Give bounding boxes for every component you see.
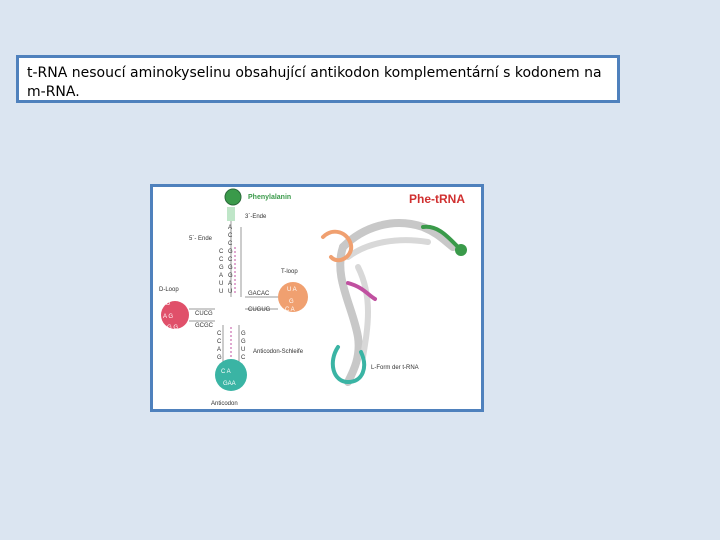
svg-text:A: A [219,273,224,279]
svg-text:GAA: GAA [223,381,236,387]
anticodon-stem [217,325,246,363]
trna-diagram [153,187,481,409]
svg-text:C A: C A [221,369,231,375]
svg-text:U: U [219,281,224,287]
svg-text:C: C [217,339,222,345]
l-form-amino-acid-ball [455,244,467,256]
svg-text:A: A [228,225,233,231]
slide-text-box [16,55,620,103]
l-form-structure [323,223,458,382]
acceptor-stem [219,207,241,297]
svg-text:C A: C A [285,307,295,313]
svg-text:GACAC: GACAC [248,291,270,297]
svg-text:CUGUG: CUGUG [248,307,271,313]
svg-text:G: G [217,355,222,361]
svg-text:G: G [219,265,224,271]
svg-text:C: C [228,257,233,263]
svg-text:A G: A G [163,314,174,320]
svg-text:C: C [219,249,224,255]
amino-acid-ball [225,189,241,205]
label-anticodon: Anticodon [211,401,238,407]
label-3-end: 3´-Ende [245,214,267,220]
svg-text:G: G [228,273,233,279]
trna-figure [150,184,484,412]
svg-text:U A: U A [287,287,297,293]
svg-text:C: C [217,331,222,337]
svg-text:C: C [228,241,233,247]
svg-text:C: C [228,233,233,239]
svg-text:G G: G G [167,325,179,331]
label-5-end: 5´- Ende [189,236,213,242]
svg-text:U: U [241,347,246,353]
label-d-loop: D-Loop [159,287,179,293]
svg-text:A: A [228,281,233,287]
svg-text:D: D [166,301,171,307]
figure-title: Phe-tRNA [409,192,465,206]
svg-text:C: C [241,355,246,361]
label-anticodon-loop: Anticodon-Schleife [253,349,304,355]
svg-text:C: C [219,257,224,263]
svg-text:U: U [228,289,233,295]
label-phenylalanin: Phenylalanin [248,194,292,201]
svg-text:G: G [241,331,246,337]
label-t-loop: T-loop [281,269,298,275]
svg-text:G: G [289,299,294,305]
svg-text:G: G [228,265,233,271]
label-l-form: L-Form der t-RNA [371,365,419,371]
anticodon-loop [215,359,247,391]
t-loop [245,282,308,313]
svg-text:U: U [219,289,224,295]
svg-text:CUCG: CUCG [195,311,213,317]
svg-text:GCGC: GCGC [195,323,213,329]
slide-text: t-RNA nesoucí aminokyselinu obsahující antikodon komplementární s kodonem na m-RNA. [27,65,602,100]
svg-text:A: A [217,347,222,353]
svg-text:G: G [228,249,233,255]
d-loop [161,301,215,331]
svg-text:G: G [241,339,246,345]
